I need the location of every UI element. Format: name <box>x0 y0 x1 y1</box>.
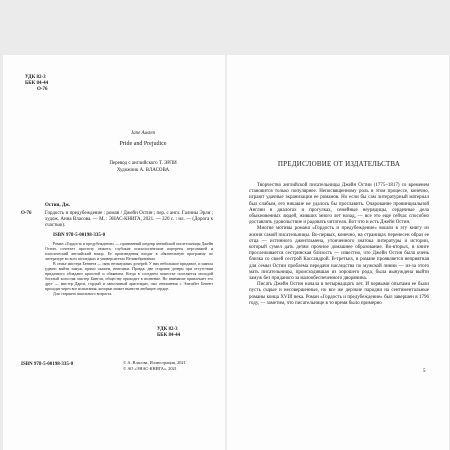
illustrator-credit: Художник А. ВЛАСОВА <box>116 168 170 173</box>
preface-paragraph-3: Писать Джейн Остин начала в четырнадцать лет. И первыми опытами ее были пусть сырые и несовершенные, но все же дерзкие пародии на сентиментальные романы конца XVIII века. Роман «Гордость и предубеждение» был завершен в 1796 году, — заметим, что писательнице в то время было примерно <box>249 282 429 306</box>
catalog-entry: Гордость и предубеждение : роман / Джейн Остин ; пер. с англ. Галины Эрли ; худож. Анна Власова. — М. : ЭНАС-КНИГА, 2021. — 320 с. : ил. — (Дорога к счастью). <box>45 211 213 229</box>
annotation <box>45 241 213 296</box>
isbn-main: ISBN 978-5-00198-335-0 <box>21 362 74 367</box>
author-code: О-76 <box>37 87 48 92</box>
catalog-code: О-76 <box>21 211 32 216</box>
copyright-illustrations: © А. Власова. Иллюстрации, 2021 <box>123 360 186 365</box>
bbk-code: ББК 84-44 <box>25 81 49 86</box>
translator-credit: Перевод с английского Т. ЭРЛИ <box>109 161 177 166</box>
isbn-small: ISBN 978-5-00198-335-0 <box>53 233 106 238</box>
preface-paragraph-2: Многие мотивы романа «Гордость и предубеждение» вошли в эту книгу из жизни самой писательницы. Во-первых, конечно, на страницах перенесен образ ее отца — истинного джентльмена, утонченного знатока литературы и истории, который сумел дать детям прочное домашнее образование. Во-вторых, в книге прослеживается сестринская близость — известно, что Джейн Остин была очень близка со своей сестрой Кассандрой. В-третьих, в романе проявляется неприятная для семьи Остин проблема передачи наследства по мужской линии — из-за этого мать писательницы, происходившая из хорошего рода, была вынуждена выйти замуж без приданого за малообеспеченного дворянина. <box>249 226 429 282</box>
copyright-publisher: © АО «ЭНАС-КНИГА», 2021 <box>123 366 177 371</box>
left-page <box>3 55 225 450</box>
preface-paragraph-1: Творчество английской писательницы Джейн Остин (1775–1817) со временем становится только популярнее. Непосвященному роль в этом процессе, конечно, играют удачные экранизации ее романов. Но если бы сам литературный материал был слабым, его никакие не удалось бы прославить. Очарование провинциальной Англии в диалогах и прогулках, семейные неурядицы, сердечные дела обыкновенных людей, живших много лет назад, — все это еще сейчас способно доставлять удовольствие и радовать читателя. Вот что и есть Джейн Остин. <box>249 183 429 226</box>
udk-code: УДК 82-3 <box>25 75 46 80</box>
author-original: Jane Austen <box>130 131 156 136</box>
preface-heading: ПРЕДИСЛОВИЕ ОТ ИЗДАТЕЛЬСТВА <box>277 160 401 168</box>
annotation-paragraph-2: В семье мистера Беннета — пять незамужних дочерей. У них небольшое приданое, и шансы удачно выйти замуж, прямо скажем, невелики. Правда, две старшие дочери при отсутствии придачного обладают красотой и обаянием. Когда в соседнем поместье поселяется молодой богатый холостяк мистер Бингли, обществу приходит в волнение. Но внимание привлекает его друг — мистер Дарси, гордый и заносчивый аристократ, чьи отношения с Элизабет Беннет проходят через все испытания, которые может вынести любящее сердце. <box>45 261 213 291</box>
right-page <box>227 55 449 450</box>
udk-code-2: УДК 82-3 <box>157 327 178 332</box>
title-original: Pride and Prejudice <box>119 141 167 147</box>
audience-note: Для старшего школьного возраста. <box>53 291 113 296</box>
annotation-paragraph-1: Роман «Гордость и предубеждение» — признанный шедевр английской писательницы Джейн Остин, сочетает простоту сюжета, глубокие психологические портреты персонажей и классический английский юмор. Ее произведения входят в обязательную программу по литературе во всех колледжах и университетах Великобритании. <box>45 241 213 261</box>
catalog-author: Остин, Дж. <box>45 203 71 208</box>
preface-body <box>249 183 429 307</box>
bbk-code-2: ББК 84-44 <box>157 333 181 338</box>
copyright-block <box>123 360 186 372</box>
page-number: 5 <box>423 369 426 374</box>
